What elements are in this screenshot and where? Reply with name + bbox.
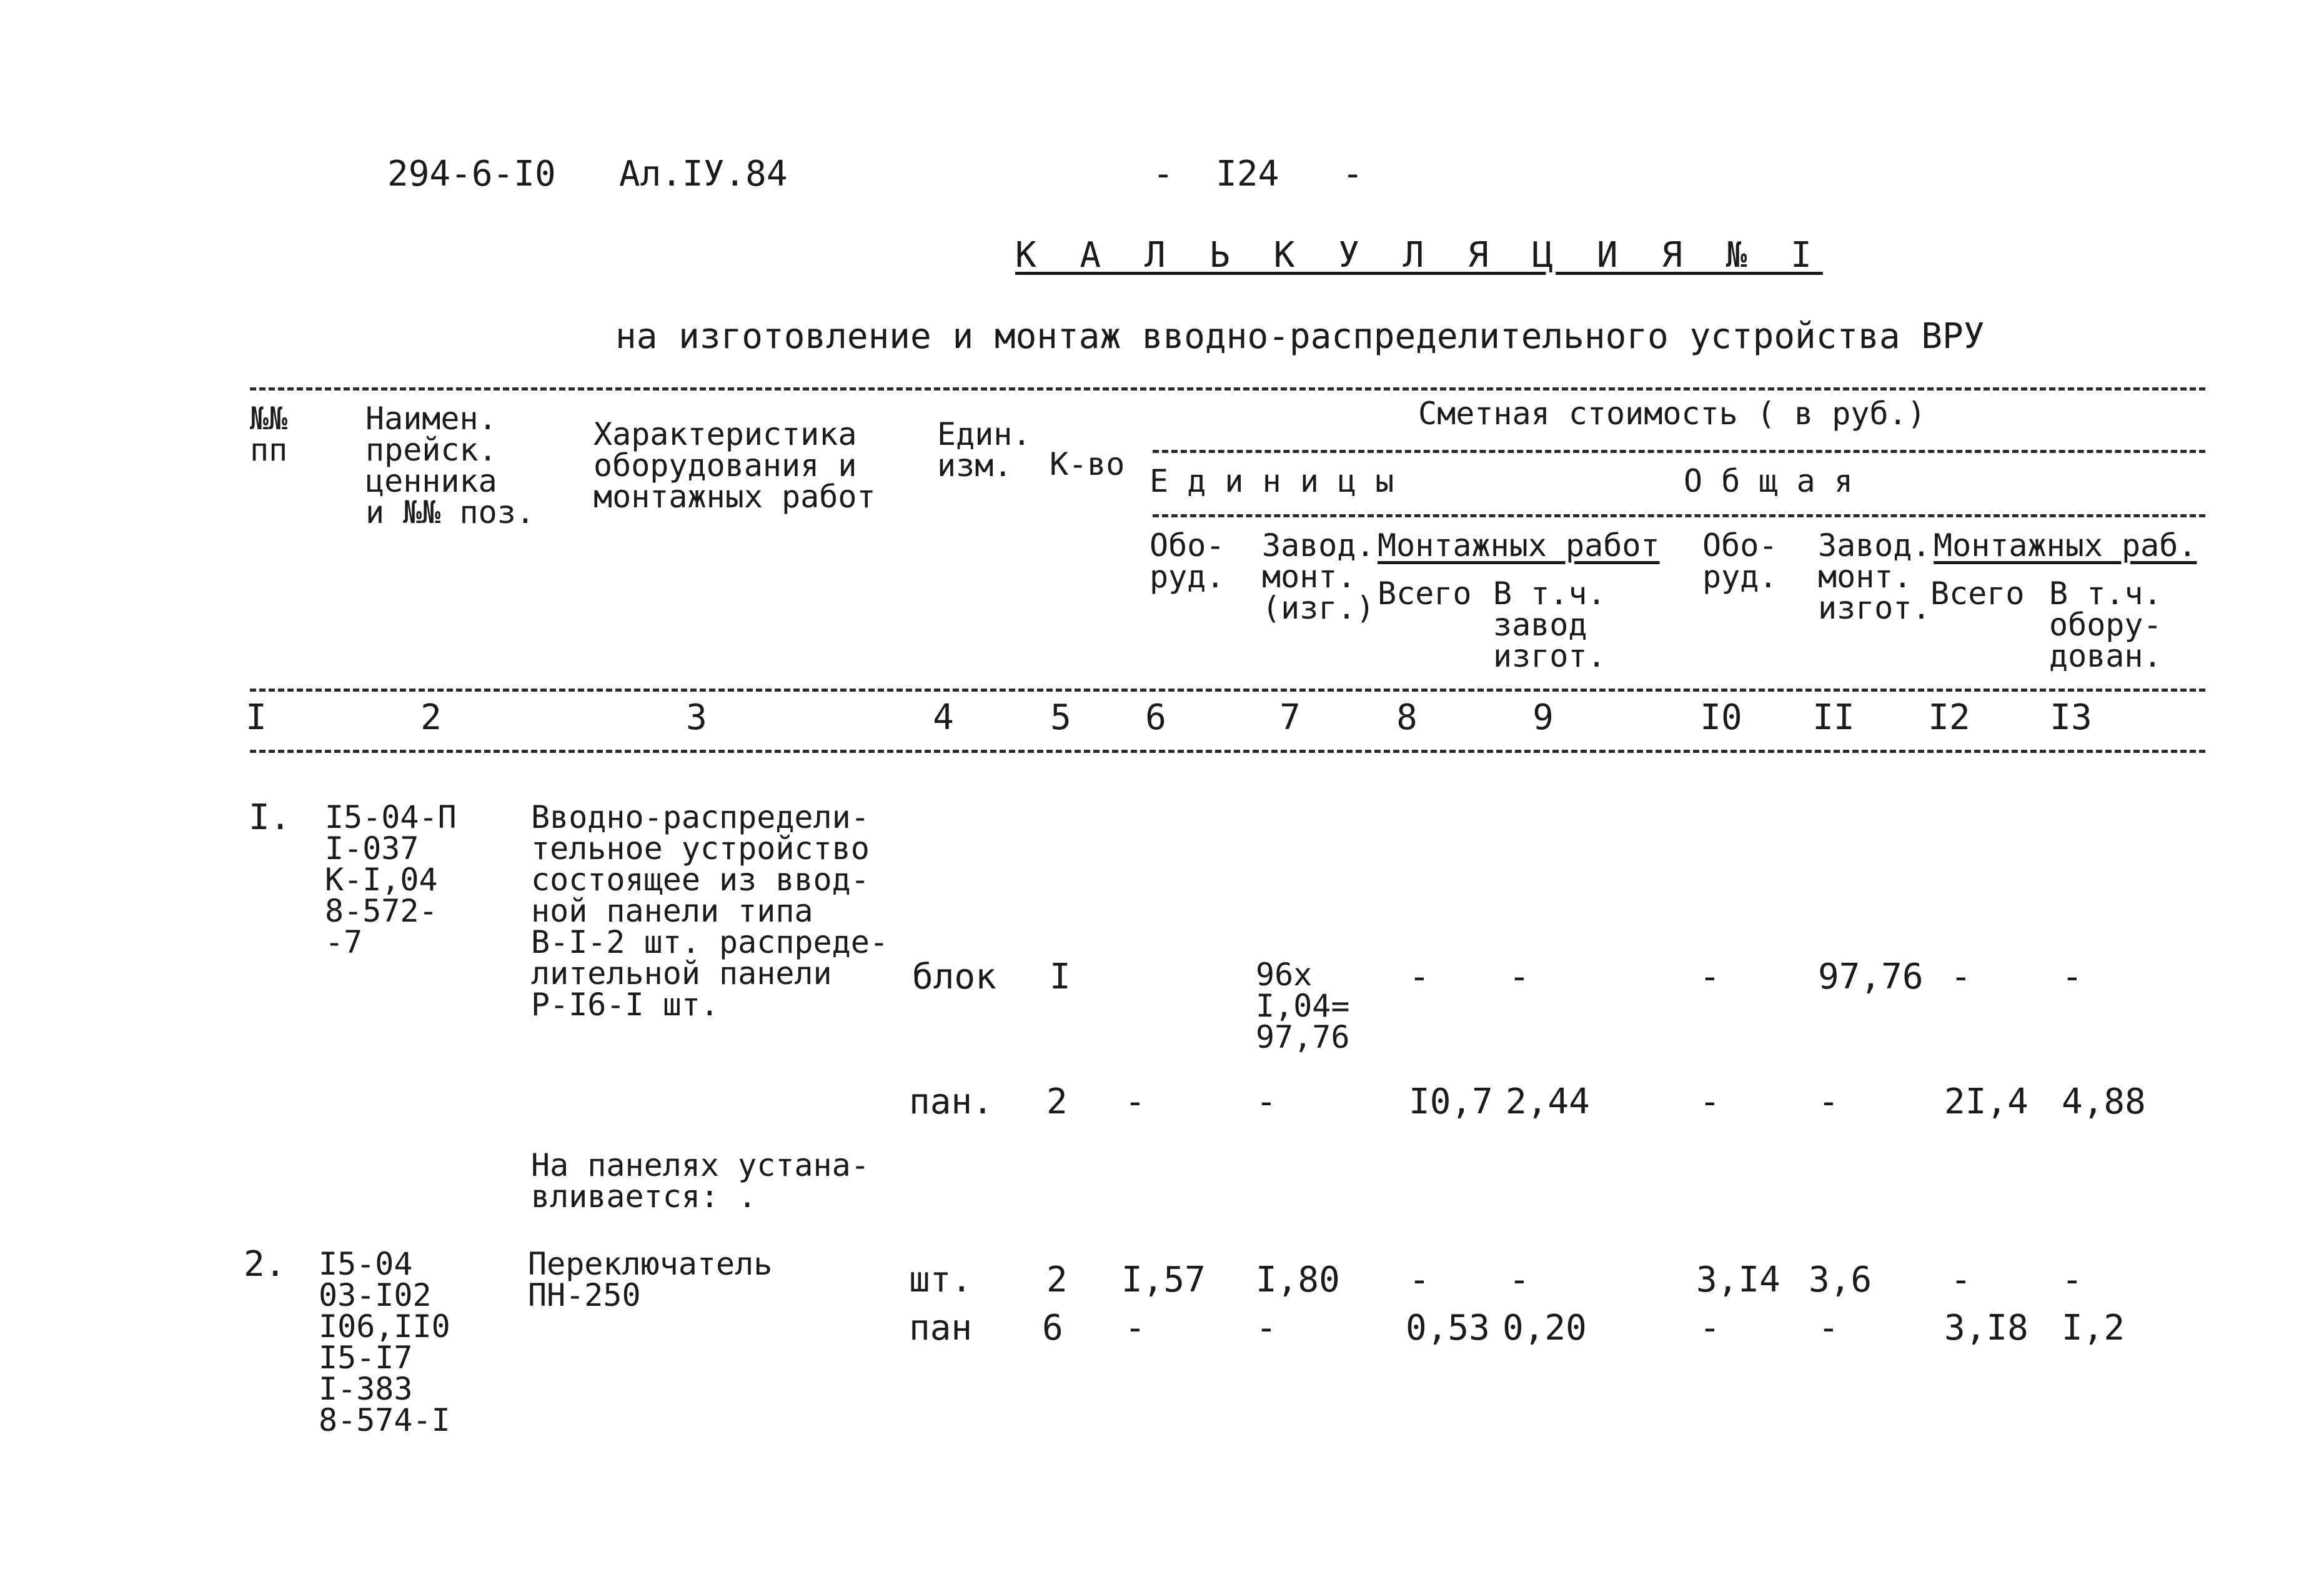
row2b-col8: 0,53 [1406, 1308, 1490, 1348]
col-number-9: 9 [1532, 697, 1554, 738]
row2a-col7: I,80 [1256, 1260, 1340, 1300]
row1-number: I. [249, 797, 291, 838]
row1b-col13: 4,88 [2062, 1082, 2146, 1122]
row2-description: Переключатель ПН-250 [528, 1246, 773, 1313]
doc-code: 294-6-I0 Ал.IУ.84 [387, 154, 788, 194]
total-cost-header: О б щ а я [1684, 463, 1853, 499]
row2a-col9: - [1509, 1260, 1530, 1300]
row2a-col13: - [2062, 1260, 2083, 1300]
cost-group-header: Сметная стоимость ( в руб.) [1418, 396, 1926, 432]
col-number-11: II [1812, 697, 1855, 738]
row1a-col11: 97,76 [1818, 957, 1924, 997]
total-equipment-header: Обо- руд. [1702, 527, 1778, 595]
col-number-header: №№ пп [250, 400, 288, 468]
col-characteristic-header: Характеристика оборудования и монтажных работ [593, 416, 876, 515]
rule-cost-group [1153, 450, 2205, 453]
row1b-col9: 2,44 [1506, 1082, 1590, 1122]
col-number-10: I0 [1700, 697, 1742, 738]
unit-install-header: Монтажных работ [1378, 527, 1660, 564]
row2-pricelist-code: I5-04 03-I02 I06,II0 I5-I7 I-383 8-574-I [319, 1246, 450, 1438]
doc-subtitle: на изготовление и монтаж вводно-распределительного устройства ВРУ [615, 316, 1985, 357]
row1a-col8: - [1409, 957, 1430, 997]
page-number: - I24 - [1153, 154, 1364, 194]
row2b-unit: пан [909, 1308, 973, 1348]
row1a-col10: - [1699, 957, 1721, 997]
total-install-total-header: Всего [1930, 575, 2025, 612]
row2a-col10: 3,I4 [1696, 1260, 1780, 1300]
row1-description: Вводно-распредели- тельное устройство состоящее из ввод- ной панели типа В-I-2 шт. распреде- лительной панели Р-I6-I шт. [531, 799, 888, 1023]
doc-title: К А Л Ь К У Л Я Ц И Я № I [1015, 235, 1823, 276]
rule-top [250, 387, 2205, 391]
col-number-8: 8 [1396, 697, 1418, 738]
row2-number: 2. [244, 1244, 286, 1285]
unit-install-total-header: Всего [1378, 575, 1472, 612]
row2b-qty: 6 [1042, 1308, 1063, 1348]
row2b-col6: - [1125, 1308, 1146, 1348]
rule-header-bottom [250, 689, 2205, 692]
row1a-factory-unit-cost: 96х I,04= 97,76 [1256, 957, 1350, 1055]
row2a-qty: 2 [1046, 1260, 1068, 1300]
row1-pricelist-code: I5-04-П I-037 К-I,04 8-572- -7 [325, 799, 457, 960]
total-factory-header: Завод. монт. изгот. [1818, 527, 1931, 626]
row2b-col13: I,2 [2062, 1308, 2125, 1348]
rule-numbers-bottom [250, 750, 2205, 753]
unit-cost-header: Е д и н и ц ы [1150, 463, 1394, 499]
col-number-13: I3 [2050, 697, 2092, 738]
row2b-col9: 0,20 [1502, 1308, 1587, 1348]
row1b-col6: - [1125, 1082, 1146, 1122]
row1a-col13: - [2062, 957, 2083, 997]
row2b-col10: - [1699, 1308, 1721, 1348]
row2a-unit: шт. [909, 1260, 973, 1300]
unit-equipment-header: Обо- руд. [1150, 527, 1225, 595]
total-install-header: Монтажных раб. [1934, 527, 2197, 564]
row2a-col6: I,57 [1121, 1260, 1206, 1300]
col-number-7: 7 [1279, 697, 1301, 738]
row1b-unit: пан. [909, 1082, 993, 1122]
row1a-unit: блок [912, 957, 996, 997]
row1b-col11: - [1818, 1082, 1839, 1122]
unit-install-incl-header: В т.ч. завод изгот. [1493, 575, 1606, 674]
col-unit-header: Един. изм. [937, 416, 1031, 484]
col-qty-header: К-во [1050, 446, 1125, 482]
unit-factory-header: Завод. монт. (изг.) [1262, 527, 1375, 626]
row1b-col12: 2I,4 [1944, 1082, 2029, 1122]
row2b-col12: 3,I8 [1944, 1308, 2029, 1348]
col-number-1: I [246, 697, 267, 738]
row2a-col12: - [1950, 1260, 1972, 1300]
total-install-incl-header: В т.ч. обору- дован. [2049, 575, 2162, 674]
row2b-col7: - [1256, 1308, 1277, 1348]
col-number-6: 6 [1145, 697, 1166, 738]
col-number-2: 2 [420, 697, 442, 738]
row1a-col12: - [1950, 957, 1972, 997]
row1a-qty: I [1050, 957, 1071, 997]
col-number-4: 4 [933, 697, 954, 738]
col-pricelist-header: Наимен. прейск. ценника и №№ поз. [365, 400, 535, 530]
col-number-12: I2 [1928, 697, 1970, 738]
row1a-col9: - [1509, 957, 1530, 997]
row1b-col8: I0,7 [1409, 1082, 1493, 1122]
row1b-qty: 2 [1046, 1082, 1068, 1122]
col-number-3: 3 [686, 697, 707, 738]
row1-note: На панелях устана- вливается: . [531, 1147, 870, 1215]
row1b-col7: - [1256, 1082, 1277, 1122]
row2a-col8: - [1409, 1260, 1430, 1300]
rule-unit-group [1153, 514, 2205, 517]
row1b-col10: - [1699, 1082, 1721, 1122]
row2b-col11: - [1818, 1308, 1839, 1348]
row2a-col11: 3,6 [1809, 1260, 1872, 1300]
col-number-5: 5 [1050, 697, 1071, 738]
